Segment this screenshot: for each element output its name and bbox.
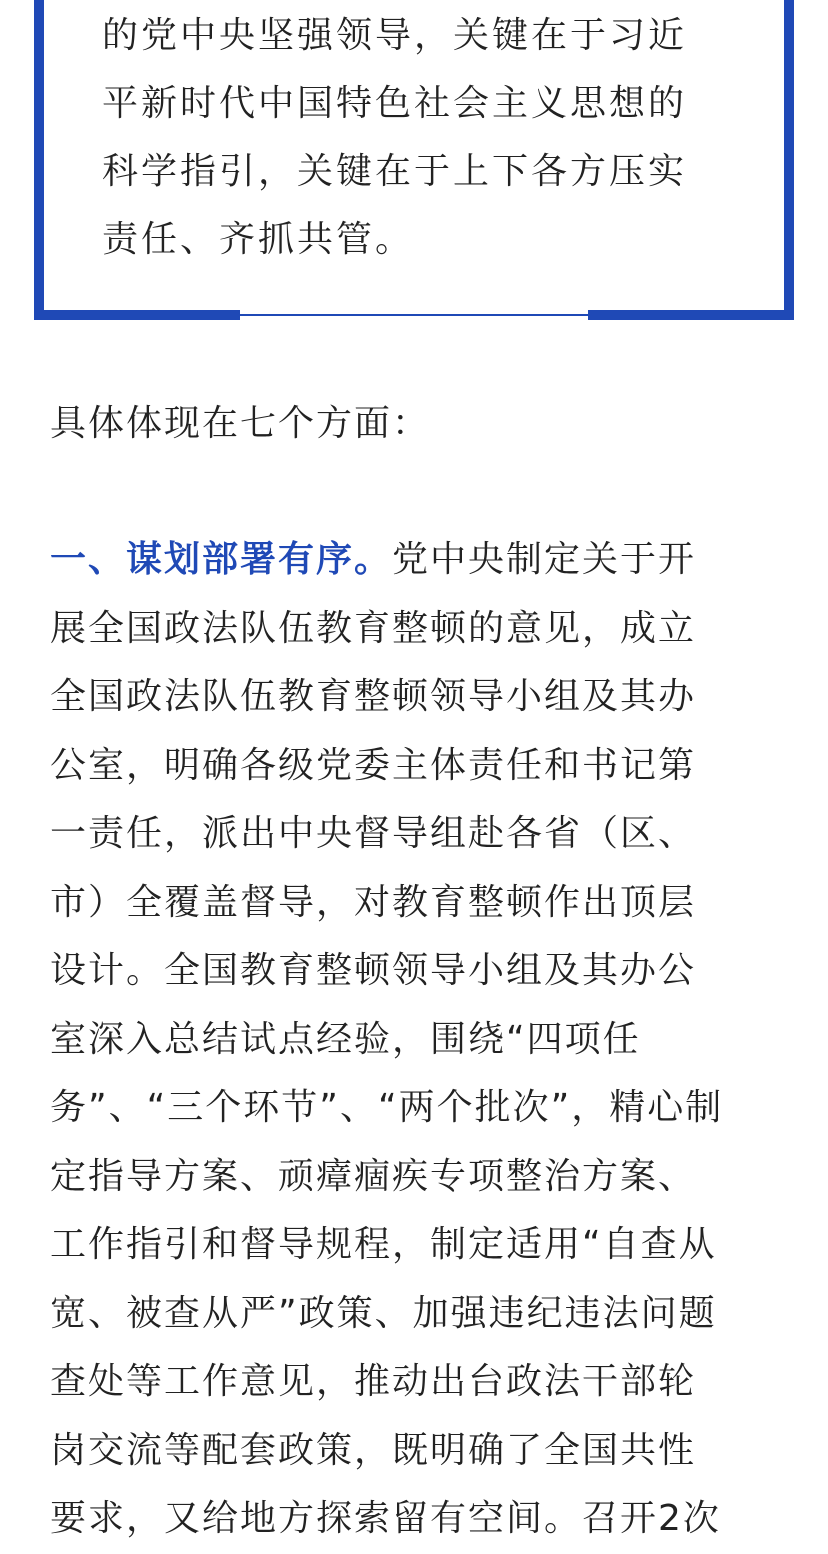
quote-line: 平新时代中国特色社会主义思想的 (102, 83, 688, 124)
quote-line: 责任、齐抓共管。 (102, 219, 415, 260)
paragraph-line: 宽、被查从严”政策、加强违纪违法问题 (50, 1292, 717, 1334)
paragraph-text: 党中央制定关于开 (392, 539, 697, 580)
quote-border-bottom-left (34, 310, 240, 320)
section-heading: 一、谋划部署有序。 (50, 539, 393, 580)
quote-text (102, 2, 742, 274)
quote-border-bottom-center (240, 314, 588, 316)
paragraph-line: 要求，又给地方探索留有空间。召开2次 (50, 1498, 721, 1539)
quote-border-left (34, 0, 44, 320)
section-one-paragraph (50, 526, 780, 1554)
quote-line: 的党中央坚强领导，关键在于习近 (102, 15, 688, 56)
paragraph-line: 展全国政法队伍教育整顿的意见，成立 (50, 607, 697, 649)
quote-border-bottom-right (588, 310, 794, 320)
paragraph-line: 市）全覆盖督导，对教育整顿作出顶层 (50, 881, 697, 923)
paragraph-line: 定指导方案、顽瘴痼疾专项整治方案、 (50, 1155, 697, 1197)
paragraph-line: 公室，明确各级党委主体责任和书记第 (50, 744, 697, 786)
paragraph-line: 务”、“三个环节”、“两个批次”，精心制 (50, 1087, 724, 1128)
paragraph-line: 工作指引和督导规程，制定适用“自查从 (50, 1224, 717, 1265)
paragraph-line: 查处等工作意见，推动出台政法干部轮 (50, 1361, 697, 1402)
quote-box (34, 0, 794, 320)
intro-paragraph: 具体体现在七个方面： (50, 403, 431, 444)
paragraph-line: 室深入总结试点经验，围绕“四项任 (50, 1018, 641, 1060)
paragraph-line: 一责任，派出中央督导组赴各省（区、 (50, 813, 697, 854)
quote-line: 科学指引，关键在于上下各方压实 (102, 151, 688, 192)
paragraph-line: 岗交流等配套政策，既明确了全国共性 (50, 1429, 697, 1471)
paragraph-line: 全国政法队伍教育整顿领导小组及其办 (50, 676, 697, 717)
quote-border-right (784, 0, 794, 320)
paragraph-line: 设计。全国教育整顿领导小组及其办公 (50, 950, 697, 991)
paragraph-line (50, 526, 780, 595)
